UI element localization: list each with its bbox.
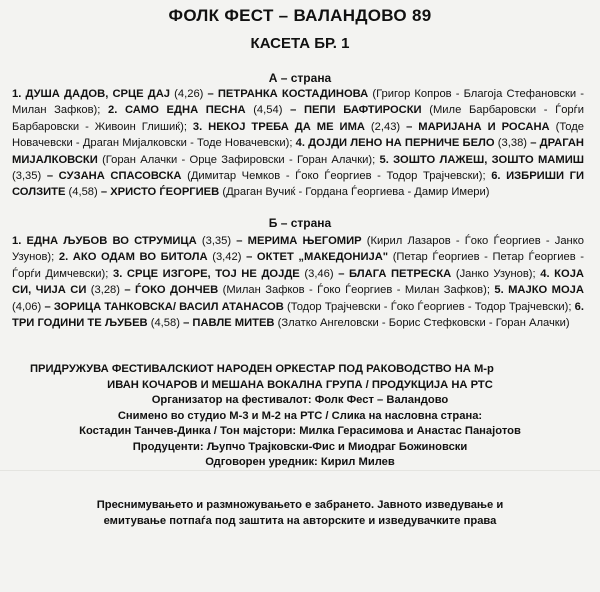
producers-line: Продуценти: Љупчо Трајковски-Фис и Миодраг Божиновски — [132, 440, 468, 453]
track-b6: 6. ТРИ ГОДИНИ ТЕ ЉУБЕВ (4,58) – ПАВЛЕ МИТЕВ (Златко Ангеловски - Борис Стефковски - Горан Алачки) — [12, 300, 584, 330]
side-a-tracklist — [12, 86, 584, 201]
orchestra-line-1: ПРИДРУЖУВА ФЕСТИВАЛСКИОТ НАРОДЕН ОРКЕСТАР ПОД РАКОВОДСТВО НА М-р — [30, 363, 494, 375]
track-a2: 2. САМО ЕДНА ПЕСНА (4,54) – ПЕПИ БАФТИРОСКИ (Миле Барбаровски - Ѓорѓи Барбаровски - Живоин Глишиќ); — [12, 104, 584, 133]
studio-line: Снимено во студио М-3 и М-2 на РТС / Слика на насловна страна: — [117, 409, 483, 422]
album-title: ФОЛК ФЕСТ – ВАЛАНДОВО 89 — [168, 6, 432, 25]
copyright-line-2: емитување потпаѓа под заштита на авторските и изведувачките права — [103, 515, 497, 527]
track-a1: 1. ДУША ДАДОВ, СРЦЕ ДАЈ (4,26) – ПЕТРАНКА КОСТАДИНОВА (Григор Копров - Благоја Стефановски - Милан Зафков); — [12, 88, 584, 117]
track-b4: 4. КОЈА СИ, ЧИЈА СИ (3,28) – ЃОКО ДОНЧЕВ (Милан Зафков - Ѓоко Ѓеоргиев - Милан Зафков); — [12, 267, 585, 297]
track-a3: 3. НЕКОЈ ТРЕБА ДА МЕ ИМА (2,43) – МАРИЈАНА И РОСАНА (Тоде Новачевски - Драган Мијалковски - Тоде Новачевски); — [12, 120, 584, 150]
track-a4: 4. ДОЈДИ ЛЕНО НА ПЕРНИЧЕ БЕЛО (3,38) – ДРАГАН МИЈАЛКОВСКИ (Горан Алачки - Орце Зафировски - Горан Алачки); — [12, 137, 584, 166]
track-a6: 6. ИЗБРИШИ ГИ СОЛЗИТЕ (4,58) – ХРИСТО ЃЕОРГИЕВ (Драган Вучиќ - Гордана Ѓеоргиева - Дамир Имери) — [12, 170, 585, 199]
track-b5: 5. МАЈКО МОЈА (4,06) – ЗОРИЦА ТАНКОВСКА/ ВАСИЛ АТАНАСОВ (Тодор Трајчевски - Ѓоко Ѓеоргиев - Тодор Трајчевски); — [12, 284, 584, 313]
orchestra-line-2: ИВАН КОЧАРОВ И МЕШАНА ВОКАЛНА ГРУПА / ПРОДУКЦИЈА НА РТС — [107, 378, 493, 391]
track-a5: 5. ЗОШТО ЛАЖЕШ, ЗОШТО МАМИШ (3,35) – СУЗАНА СПАСОВСКА (Димитар Чемков - Ѓоко Ѓеоргиев - Тодор Трајчевски); — [12, 153, 584, 183]
production-credits — [0, 362, 600, 471]
cassette-number: КАСЕТА БР. 1 — [250, 35, 350, 52]
copyright-line-1: Преснимувањето и размножувањето е забрането. Јавното изведување и — [96, 499, 504, 511]
side-b-heading: Б – страна — [268, 216, 332, 230]
side-b-tracklist — [12, 233, 584, 331]
side-a-heading: А – страна — [268, 71, 332, 85]
fold-line — [0, 470, 600, 471]
organizer-line: Организатор на фестивалот: Фолк Фест – Валандово — [151, 394, 449, 406]
track-b3: 3. СРЦЕ ИЗГОРЕ, ТОЈ НЕ ДОЈДЕ (3,46) – БЛАГА ПЕТРЕСКА (Јанко Узунов); — [112, 267, 541, 280]
copyright-notice — [0, 497, 600, 529]
editor-line: Одговорен уредник: Кирил Милев — [205, 456, 395, 468]
track-b2: 2. АКО ОДАМ ВО БИТОЛА (3,42) – ОКТЕТ „МАКЕДОНИЈА" (Петар Ѓеоргиев - Петар Ѓеоргиев - Ѓорѓи Димчевски); — [12, 251, 584, 280]
track-b1: 1. ЕДНА ЉУБОВ ВО СТРУМИЦА (3,35) – МЕРИМА ЊЕГОМИР (Кирил Лазаров - Ѓоко Ѓеоргиев - Јанко Узунов); — [12, 235, 584, 264]
sound-engineers-line: Костадин Танчев-Динка / Тон мајстори: Милка Герасимова и Анастас Панајотов — [79, 425, 521, 437]
